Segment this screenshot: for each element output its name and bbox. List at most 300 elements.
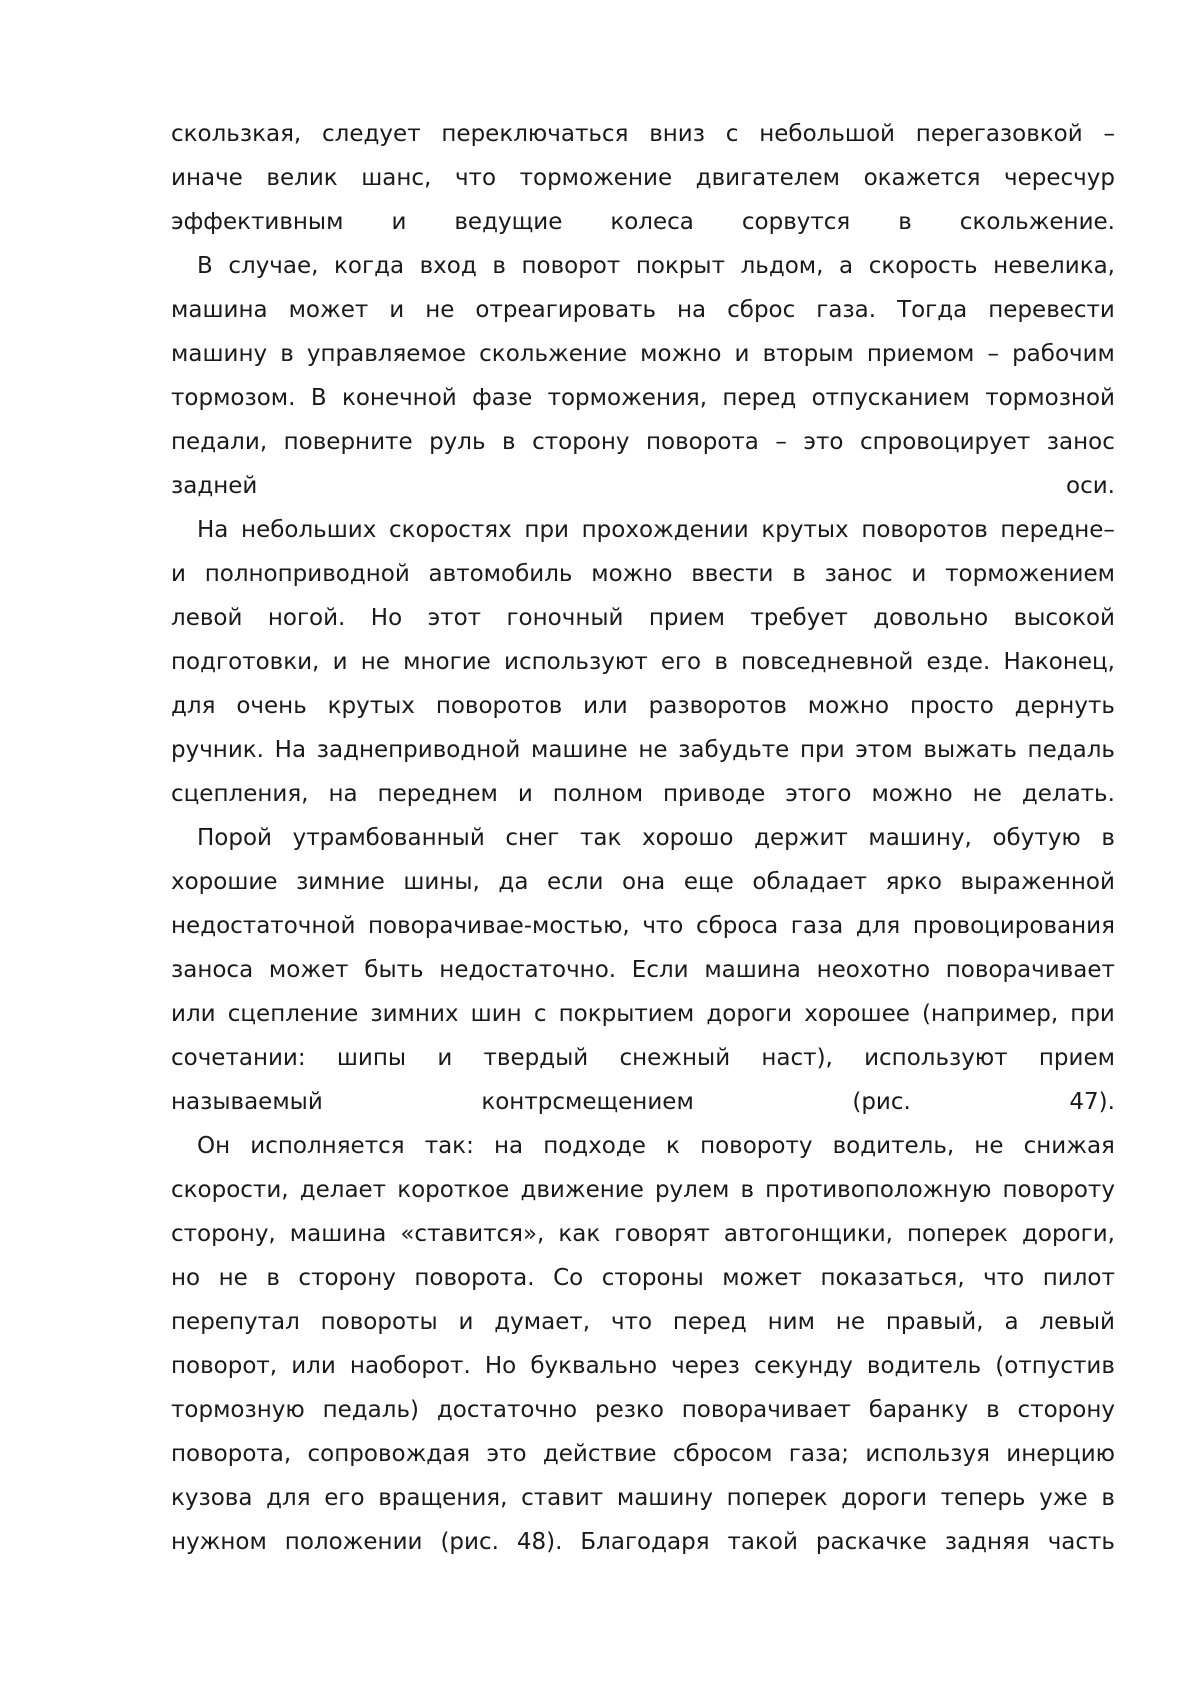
word: полноприводной bbox=[204, 561, 410, 587]
word: не bbox=[218, 1265, 248, 1291]
word: занос bbox=[824, 561, 893, 587]
word: газа; bbox=[788, 1441, 850, 1467]
text-line bbox=[171, 1124, 1115, 1168]
word: сопровождая bbox=[307, 1441, 471, 1467]
word: машина bbox=[704, 957, 801, 983]
word: отреагировать bbox=[475, 297, 656, 323]
word: утрамбованный bbox=[292, 825, 485, 851]
word: и bbox=[437, 1045, 453, 1071]
word: используют bbox=[504, 649, 648, 675]
word: Со bbox=[553, 1265, 584, 1291]
word: нужном bbox=[171, 1529, 267, 1555]
word: для bbox=[171, 693, 216, 719]
word: наоборот. bbox=[349, 1353, 471, 1379]
word: через bbox=[671, 1353, 740, 1379]
word: и bbox=[911, 561, 927, 587]
word: стороны bbox=[601, 1265, 704, 1291]
word: и bbox=[171, 561, 186, 587]
word: 48). bbox=[516, 1529, 563, 1555]
word: пилот bbox=[1042, 1265, 1115, 1291]
word: в bbox=[1101, 825, 1115, 851]
word: движение bbox=[520, 1177, 644, 1203]
word: небольшой bbox=[759, 121, 895, 147]
word: и bbox=[458, 1309, 474, 1335]
text-line bbox=[171, 1168, 1115, 1212]
word: (отпустив bbox=[995, 1353, 1115, 1379]
paragraph bbox=[171, 1124, 1115, 1564]
word: машину, bbox=[868, 825, 972, 851]
word: В bbox=[310, 385, 327, 411]
text-line bbox=[171, 464, 1115, 508]
word: в bbox=[266, 1265, 280, 1291]
word: сброса bbox=[695, 913, 779, 939]
word: скольжение. bbox=[959, 209, 1115, 235]
word: невелика, bbox=[993, 253, 1115, 279]
word: разворотов bbox=[648, 693, 787, 719]
word: дороги bbox=[841, 1485, 927, 1511]
word: машину bbox=[171, 341, 268, 367]
word: а bbox=[1004, 1309, 1019, 1335]
text-line bbox=[171, 552, 1115, 596]
word: подготовки, bbox=[171, 649, 320, 675]
word: – bbox=[1103, 121, 1115, 147]
word: перепутал bbox=[171, 1309, 300, 1335]
word: (рис. bbox=[440, 1529, 499, 1555]
word: педали, bbox=[171, 429, 268, 455]
text-line bbox=[171, 244, 1115, 288]
word: «ставится», bbox=[400, 1221, 545, 1247]
word: сбросом bbox=[672, 1441, 773, 1467]
word: уже bbox=[1039, 1485, 1088, 1511]
word: дороги, bbox=[1021, 1221, 1115, 1247]
word: положении bbox=[284, 1529, 423, 1555]
word: поворачивает bbox=[945, 957, 1115, 983]
word: дороги bbox=[706, 1001, 793, 1027]
word: ручник. bbox=[171, 737, 264, 763]
word: и bbox=[517, 781, 533, 807]
text-line bbox=[171, 772, 1115, 816]
word: снег bbox=[505, 825, 560, 851]
word: твердый bbox=[483, 1045, 589, 1071]
word: газа bbox=[790, 913, 844, 939]
word: выраженной bbox=[960, 869, 1115, 895]
word: не bbox=[974, 1133, 1004, 1159]
word: теперь bbox=[940, 1485, 1026, 1511]
text-line bbox=[171, 376, 1115, 420]
word: Наконец, bbox=[1003, 649, 1115, 675]
word: торможение bbox=[519, 165, 673, 191]
word: ярко bbox=[885, 869, 942, 895]
word: машину bbox=[616, 1485, 713, 1511]
word: конечной bbox=[341, 385, 457, 411]
word: в bbox=[492, 253, 506, 279]
word: этого bbox=[785, 781, 852, 807]
text-line bbox=[171, 904, 1115, 948]
text-line bbox=[171, 288, 1115, 332]
text-line bbox=[171, 684, 1115, 728]
word: сцепления, bbox=[171, 781, 309, 807]
word: левый bbox=[1039, 1309, 1115, 1335]
word: наст), bbox=[761, 1045, 833, 1071]
word: хорошо bbox=[641, 825, 734, 851]
word: перед bbox=[672, 1309, 747, 1335]
word: и bbox=[389, 297, 405, 323]
word: автомобиль bbox=[428, 561, 573, 587]
text-line bbox=[171, 992, 1115, 1036]
word: – bbox=[987, 341, 999, 367]
word: машине bbox=[531, 737, 628, 763]
text-line bbox=[171, 728, 1115, 772]
word: шипы bbox=[336, 1045, 407, 1071]
paragraph bbox=[171, 112, 1115, 244]
word: сцепление bbox=[227, 1001, 359, 1027]
text-line bbox=[171, 112, 1115, 156]
word: выжать bbox=[923, 737, 1017, 763]
word: хорошее bbox=[804, 1001, 910, 1027]
word: поперек bbox=[907, 1221, 1008, 1247]
word: педаль bbox=[1027, 737, 1115, 763]
word: оси. bbox=[1066, 473, 1115, 499]
word: поворачивает bbox=[681, 1397, 851, 1423]
word: обутую bbox=[992, 825, 1081, 851]
word: зимних bbox=[370, 1001, 459, 1027]
word: кузова bbox=[171, 1485, 253, 1511]
text-line bbox=[171, 200, 1115, 244]
word: в bbox=[502, 429, 516, 455]
word: можно bbox=[591, 561, 673, 587]
word: на bbox=[493, 1133, 524, 1159]
word: как bbox=[558, 1221, 601, 1247]
text-line bbox=[171, 1256, 1115, 1300]
text-line bbox=[171, 420, 1115, 464]
word: сочетании: bbox=[171, 1045, 306, 1071]
word: делать. bbox=[1021, 781, 1115, 807]
word: противоположную bbox=[765, 1177, 992, 1203]
word: так: bbox=[424, 1133, 474, 1159]
word: на bbox=[676, 297, 707, 323]
word: можно bbox=[807, 693, 890, 719]
word: На bbox=[197, 517, 229, 543]
word: думает, bbox=[494, 1309, 591, 1335]
word: ввести bbox=[691, 561, 774, 587]
word: дернуть bbox=[1014, 693, 1115, 719]
text-line bbox=[171, 1036, 1115, 1080]
word: довольно bbox=[873, 605, 989, 631]
word: Благодаря bbox=[580, 1529, 710, 1555]
word: можно bbox=[640, 341, 722, 367]
word: и bbox=[391, 209, 407, 235]
word: (например, bbox=[922, 1001, 1059, 1027]
word: не bbox=[638, 737, 668, 763]
text-line bbox=[171, 1080, 1115, 1124]
word: водитель bbox=[866, 1353, 982, 1379]
word: этом bbox=[855, 737, 913, 763]
word: прием bbox=[648, 605, 725, 631]
word: поворот, bbox=[171, 1353, 278, 1379]
word: инерцию bbox=[1006, 1441, 1115, 1467]
text-line bbox=[171, 816, 1115, 860]
word: в bbox=[792, 561, 806, 587]
word: держит bbox=[754, 825, 848, 851]
word: очень bbox=[236, 693, 307, 719]
word: Порой bbox=[197, 825, 272, 851]
word: в bbox=[898, 209, 912, 235]
word: в bbox=[740, 1177, 755, 1203]
word: раскачке bbox=[815, 1529, 927, 1555]
word: тормозом. bbox=[171, 385, 296, 411]
text-line bbox=[171, 1388, 1115, 1432]
word: часть bbox=[1047, 1529, 1115, 1555]
word: газа. bbox=[816, 297, 877, 323]
word: снижая bbox=[1023, 1133, 1115, 1159]
word: случае, bbox=[228, 253, 319, 279]
word: (рис. bbox=[852, 1089, 911, 1115]
word: На bbox=[274, 737, 307, 763]
word: Если bbox=[631, 957, 689, 983]
word: или bbox=[171, 1001, 216, 1027]
word: перед bbox=[722, 385, 797, 411]
word: скоростях bbox=[388, 517, 512, 543]
word: может bbox=[268, 957, 349, 983]
word: в bbox=[714, 649, 728, 675]
word: подходе bbox=[543, 1133, 646, 1159]
word: говорят bbox=[614, 1221, 710, 1247]
word: покрытием bbox=[558, 1001, 695, 1027]
word: достаточно bbox=[436, 1397, 578, 1423]
text-line bbox=[171, 1344, 1115, 1388]
word: двигателем bbox=[695, 165, 841, 191]
word: и bbox=[332, 649, 348, 675]
word: педаль) bbox=[322, 1397, 419, 1423]
word: поворачивае-мостью, bbox=[367, 913, 630, 939]
text-line bbox=[171, 332, 1115, 376]
word: скорости, bbox=[171, 1177, 289, 1203]
word: при bbox=[524, 517, 569, 543]
text-line bbox=[171, 860, 1115, 904]
word: тормозной bbox=[985, 385, 1115, 411]
word: этот bbox=[427, 605, 482, 631]
word: что bbox=[610, 1309, 653, 1335]
word: прием bbox=[1038, 1045, 1115, 1071]
word: задней bbox=[171, 473, 258, 499]
word: сторону bbox=[1017, 1397, 1115, 1423]
word: вторым bbox=[762, 341, 854, 367]
word: фазе bbox=[472, 385, 533, 411]
text-line bbox=[171, 948, 1115, 992]
word: повседневной bbox=[741, 649, 914, 675]
word: или bbox=[291, 1353, 336, 1379]
word: иначе bbox=[171, 165, 243, 191]
word: поворота bbox=[646, 429, 759, 455]
word: ним bbox=[767, 1309, 815, 1335]
paragraph bbox=[171, 816, 1115, 1124]
word: на bbox=[328, 781, 358, 807]
word: рабочим bbox=[1012, 341, 1115, 367]
word: льдом, bbox=[740, 253, 824, 279]
word: торможения, bbox=[547, 385, 708, 411]
word: провоцирования bbox=[912, 913, 1115, 939]
word: управляемое bbox=[306, 341, 467, 367]
word: Но bbox=[484, 1353, 517, 1379]
word: колеса bbox=[610, 209, 694, 235]
word: называемый bbox=[171, 1089, 323, 1115]
word: показаться, bbox=[820, 1265, 965, 1291]
word: с bbox=[533, 1001, 547, 1027]
word: так bbox=[579, 825, 622, 851]
word: вход bbox=[419, 253, 477, 279]
word: неохотно bbox=[816, 957, 931, 983]
word: прохождении bbox=[581, 517, 749, 543]
word: это bbox=[486, 1441, 527, 1467]
text-line bbox=[171, 1520, 1115, 1564]
word: небольших bbox=[241, 517, 377, 543]
word: контрсмещением bbox=[481, 1089, 694, 1115]
word: в bbox=[986, 1397, 1000, 1423]
word: буквально bbox=[530, 1353, 658, 1379]
text-line bbox=[171, 640, 1115, 684]
word: исполняется bbox=[250, 1133, 405, 1159]
word: велик bbox=[266, 165, 338, 191]
word: забудьте bbox=[678, 737, 790, 763]
word: автогонщики, bbox=[723, 1221, 893, 1247]
word: просто bbox=[909, 693, 994, 719]
word: хорошие bbox=[171, 869, 278, 895]
word: не bbox=[425, 297, 455, 323]
word: высокой bbox=[1013, 605, 1115, 631]
word: Тогда bbox=[897, 297, 968, 323]
word: не bbox=[360, 649, 390, 675]
text-line bbox=[171, 1476, 1115, 1520]
word: чересчур bbox=[1003, 165, 1115, 191]
word: с bbox=[725, 121, 739, 147]
text-line bbox=[171, 596, 1115, 640]
word: полном bbox=[552, 781, 644, 807]
paragraph bbox=[171, 508, 1115, 816]
word: она bbox=[622, 869, 666, 895]
word: быть bbox=[364, 957, 424, 983]
word: ногой. bbox=[267, 605, 346, 631]
word: сброс bbox=[727, 297, 796, 323]
word: снежный bbox=[619, 1045, 731, 1071]
word: переключаться bbox=[441, 121, 629, 147]
word: да bbox=[498, 869, 529, 895]
word: машина bbox=[171, 297, 268, 323]
word: перевести bbox=[988, 297, 1115, 323]
word: в bbox=[1101, 1485, 1115, 1511]
word: что bbox=[983, 1265, 1025, 1291]
word: поворотов bbox=[861, 517, 988, 543]
word: а bbox=[839, 253, 854, 279]
word: скольжение bbox=[479, 341, 628, 367]
word: поворот bbox=[521, 253, 621, 279]
word: приемом bbox=[866, 341, 975, 367]
word: Но bbox=[370, 605, 403, 631]
word: используя bbox=[865, 1441, 990, 1467]
word: отпусканием bbox=[811, 385, 970, 411]
word: скорость bbox=[868, 253, 978, 279]
word: переднем bbox=[377, 781, 498, 807]
word: и bbox=[734, 341, 750, 367]
paragraph bbox=[171, 244, 1115, 508]
word: торможением bbox=[945, 561, 1115, 587]
word: или bbox=[583, 693, 628, 719]
word: секунду bbox=[753, 1353, 853, 1379]
word: перегазовкой bbox=[915, 121, 1083, 147]
word: заднеприводной bbox=[316, 737, 521, 763]
word: спровоцирует bbox=[859, 429, 1031, 455]
word: гоночный bbox=[506, 605, 624, 631]
word: делает bbox=[299, 1177, 387, 1203]
word: приводе bbox=[663, 781, 766, 807]
word: действие bbox=[542, 1441, 657, 1467]
word: тормозную bbox=[171, 1397, 305, 1423]
word: шин bbox=[470, 1001, 522, 1027]
word: но bbox=[171, 1265, 201, 1291]
word: требует bbox=[750, 605, 848, 631]
word: можно bbox=[871, 781, 953, 807]
word: резко bbox=[594, 1397, 664, 1423]
word: шанс, bbox=[361, 165, 432, 191]
word: его bbox=[324, 1485, 365, 1511]
word: скользкая, bbox=[171, 121, 302, 147]
word: недостаточно. bbox=[439, 957, 617, 983]
word: зимние bbox=[296, 869, 385, 895]
word: езде. bbox=[926, 649, 991, 675]
word: недостаточной bbox=[171, 913, 356, 939]
word: заноса bbox=[171, 957, 254, 983]
word: такой bbox=[727, 1529, 798, 1555]
word: ведущие bbox=[454, 209, 563, 235]
word: крутых bbox=[761, 517, 849, 543]
word: обладает bbox=[752, 869, 867, 895]
word: если bbox=[547, 869, 604, 895]
word: что bbox=[454, 165, 497, 191]
word: поворота, bbox=[171, 1441, 292, 1467]
word: покрыт bbox=[635, 253, 725, 279]
word: может bbox=[722, 1265, 802, 1291]
word: используют bbox=[864, 1045, 1008, 1071]
word: сорвутся bbox=[741, 209, 851, 235]
text-line bbox=[171, 156, 1115, 200]
word: не bbox=[835, 1309, 865, 1335]
word: левой bbox=[171, 605, 243, 631]
word: 47). bbox=[1069, 1089, 1115, 1115]
body-text bbox=[171, 112, 1115, 1564]
word: при bbox=[800, 737, 845, 763]
word: эффективным bbox=[171, 209, 344, 235]
word: еще bbox=[683, 869, 734, 895]
text-line bbox=[171, 1212, 1115, 1256]
word: сторону, bbox=[171, 1221, 276, 1247]
word: шины, bbox=[403, 869, 480, 895]
text-line bbox=[171, 1432, 1115, 1476]
word: для bbox=[855, 913, 901, 939]
word: сторону bbox=[532, 429, 630, 455]
word: окажется bbox=[863, 165, 981, 191]
word: повороту bbox=[700, 1133, 813, 1159]
word: что bbox=[642, 913, 684, 939]
word: при bbox=[1070, 1001, 1115, 1027]
word: не bbox=[972, 781, 1002, 807]
word: поворота. bbox=[414, 1265, 535, 1291]
word: крутых bbox=[327, 693, 415, 719]
word: вниз bbox=[649, 121, 705, 147]
word: сторону bbox=[298, 1265, 396, 1291]
word: в bbox=[280, 341, 294, 367]
word: многие bbox=[403, 649, 491, 675]
text-line bbox=[171, 1300, 1115, 1344]
word: вращения, bbox=[378, 1485, 508, 1511]
